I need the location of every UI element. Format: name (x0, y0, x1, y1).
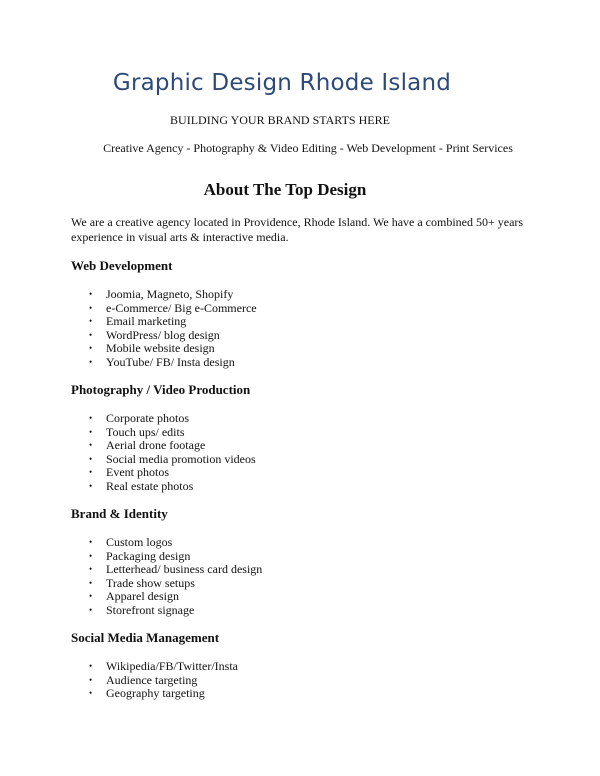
bullet-list (71, 536, 541, 618)
list-item-text: Trade show setups (106, 575, 195, 590)
bullet-list (71, 412, 541, 494)
list-item-text: e-Commerce/ Big e-Commerce (106, 300, 257, 315)
bullet-list (71, 660, 541, 701)
list-item-text: Wikipedia/FB/Twitter/Insta (106, 659, 238, 673)
list-item (71, 342, 541, 356)
list-item (71, 674, 541, 688)
section-photography-video (71, 382, 541, 494)
list-item (71, 660, 541, 674)
bullet-icon: • (89, 688, 93, 699)
list-item-text: Email marketing (106, 314, 187, 329)
about-heading: About The Top Design (203, 180, 367, 199)
bullet-icon: • (89, 440, 93, 451)
bullet-icon: • (89, 329, 93, 340)
about-paragraph: We are a creative agency located in Providence, Rhode Island. We have a combined 50+ years experience in visual arts & interactive media. (71, 215, 524, 244)
list-item (71, 356, 541, 370)
list-item (71, 302, 541, 316)
section-brand-identity (71, 506, 541, 618)
section-heading: Photography / Video Production (71, 382, 251, 397)
list-item (71, 590, 541, 604)
tagline: BUILDING YOUR BRAND STARTS HERE (170, 113, 390, 127)
list-item-text: Audience targeting (106, 672, 198, 687)
bullet-icon: • (89, 426, 93, 437)
list-item (71, 577, 541, 591)
page-title: Graphic Design Rhode Island (112, 70, 452, 96)
bullet-icon: • (89, 316, 93, 327)
list-item (71, 604, 541, 618)
section-heading: Brand & Identity (71, 506, 168, 521)
list-item (71, 412, 541, 426)
services-line: Creative Agency - Photography & Video Editing - Web Development - Print Services (103, 141, 513, 155)
list-item-text: Touch ups/ edits (106, 424, 185, 439)
list-item (71, 329, 541, 343)
bullet-icon: • (89, 480, 93, 491)
list-item-text: YouTube/ FB/ Insta design (106, 354, 235, 369)
list-item-text: Real estate photos (106, 478, 194, 493)
list-item (71, 426, 541, 440)
list-item-text: Custom logos (106, 535, 173, 549)
bullet-icon: • (89, 550, 93, 561)
section-web-development (71, 258, 541, 370)
list-item-text: Social media promotion videos (106, 451, 256, 466)
bullet-icon: • (89, 453, 93, 464)
list-item (71, 550, 541, 564)
list-item (71, 453, 541, 467)
bullet-icon: • (89, 577, 93, 588)
bullet-icon: • (89, 289, 93, 299)
list-item-text: Event photos (106, 465, 169, 480)
bullet-icon: • (89, 356, 93, 367)
list-item-text: Storefront signage (106, 602, 195, 617)
bullet-icon: • (89, 604, 93, 615)
list-item-text: Apparel design (106, 589, 179, 604)
bullet-icon: • (89, 467, 93, 478)
list-item-text: Geography targeting (106, 686, 205, 701)
section-heading: Web Development (71, 258, 173, 273)
bullet-icon: • (89, 343, 93, 354)
list-item-text: Packaging design (106, 548, 191, 563)
list-item (71, 563, 541, 577)
bullet-icon: • (89, 591, 93, 602)
list-item (71, 288, 541, 302)
list-item-text: Corporate photos (106, 411, 189, 425)
list-item-text: Joomia, Magneto, Shopify (106, 287, 234, 301)
list-item-text: Aerial drone footage (106, 438, 206, 453)
bullet-list (71, 288, 541, 370)
list-item (71, 480, 541, 494)
list-item-text: Letterhead/ business card design (106, 562, 263, 577)
bullet-icon: • (89, 413, 93, 423)
list-item-text: Mobile website design (106, 341, 215, 356)
bullet-icon: • (89, 661, 93, 671)
bullet-icon: • (89, 537, 93, 547)
section-heading: Social Media Management (71, 630, 220, 645)
section-social-media (71, 630, 541, 701)
list-item-text: WordPress/ blog design (106, 327, 220, 342)
bullet-icon: • (89, 674, 93, 685)
list-item (71, 536, 541, 550)
list-item (71, 439, 541, 453)
list-item (71, 315, 541, 329)
list-item (71, 687, 541, 701)
list-item (71, 466, 541, 480)
bullet-icon: • (89, 302, 93, 313)
bullet-icon: • (89, 564, 93, 575)
